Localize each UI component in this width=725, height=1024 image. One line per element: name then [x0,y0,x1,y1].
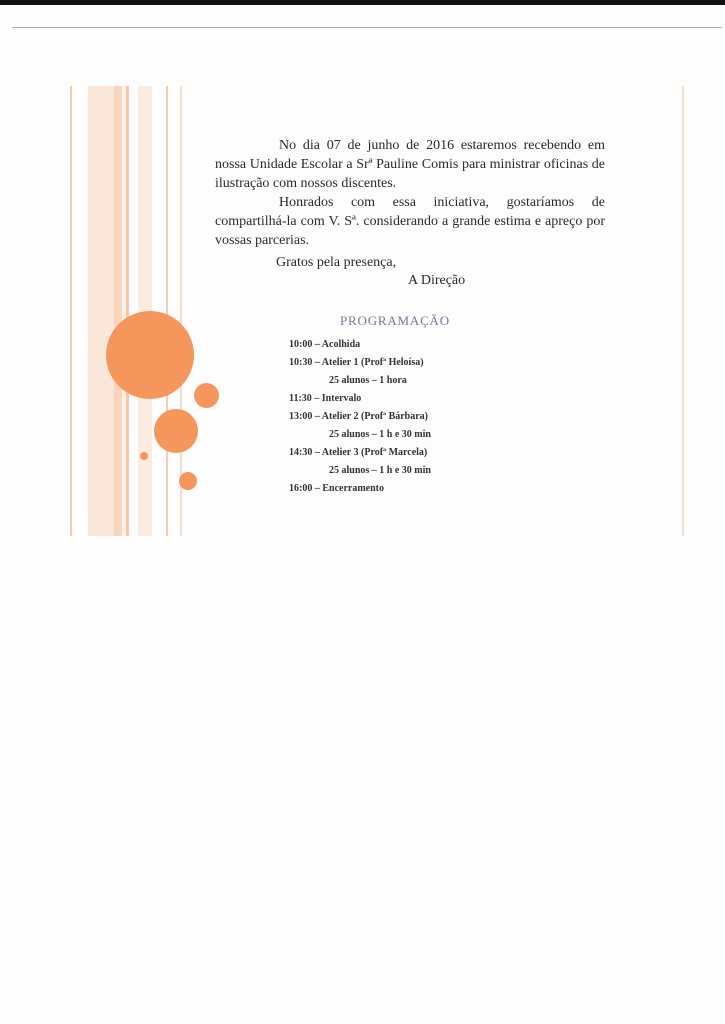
schedule-label: Encerramento [322,483,384,494]
schedule-item: 13:00 – Atelier 2 (Profª Bárbara) [289,411,429,422]
letter-paragraph: No dia 07 de junho de 2016 estaremos recebendo em nossa Unidade Escolar a Srª Pauline Comis para ministrar oficinas de ilustração com nossos discentes. [215,138,605,191]
schedule-time: 14:30 [289,447,313,458]
stripe [114,86,122,536]
schedule-label: Intervalo [321,393,362,404]
stripe [88,86,114,536]
invitation-letter [215,136,605,250]
schedule-time: 10:30 [289,357,313,368]
stripe [126,86,129,536]
small-circle-icon [194,383,219,408]
schedule-detail: 25 alunos – 1 hora [329,375,407,386]
letter-paragraph: Honrados com essa iniciativa, gostaríamos de compartilhá-la com V. Sª. considerando a grande estima e apreço por vossas parcerias. [215,195,605,248]
schedule-label: Atelier 3 (Profª Marcela) [321,447,428,458]
page-top-rule [12,27,722,28]
small-circle-icon [179,472,197,490]
stripe [180,86,182,536]
schedule-time: 10:00 [289,339,313,350]
schedule-detail: 25 alunos – 1 h e 30 min [329,465,431,476]
letter-closing: Gratos pela presença, [276,255,397,270]
schedule-label: Atelier 2 (Profª Bárbara) [321,411,429,422]
stripe [70,86,72,536]
schedule-item: 16:00 – Encerramento [289,483,384,494]
schedule-detail: 25 alunos – 1 h e 30 min [329,429,431,440]
dot-circle-icon [140,452,148,460]
schedule-item: 14:30 – Atelier 3 (Profª Marcela) [289,447,428,458]
schedule-time: 13:00 [289,411,313,422]
decorative-stripes [70,86,190,536]
schedule-time: 11:30 [289,393,312,404]
invitation-card [70,86,685,536]
letter-signature: A Direção [408,273,466,288]
large-circle-icon [106,311,194,399]
schedule-label: Acolhida [321,339,361,350]
stripe [166,86,168,536]
card-right-edge [682,86,684,536]
medium-circle-icon [154,409,198,453]
program-title: PROGRAMAÇÃO [340,313,450,328]
schedule-time: 16:00 [289,483,313,494]
schedule-item: 10:00 – Acolhida [289,339,361,350]
schedule-label: Atelier 1 (Profª Heloísa) [321,357,424,368]
schedule-item: 11:30 – Intervalo [289,393,362,404]
schedule-item: 10:30 – Atelier 1 (Profª Heloísa) [289,357,424,368]
scan-top-border [0,0,725,5]
